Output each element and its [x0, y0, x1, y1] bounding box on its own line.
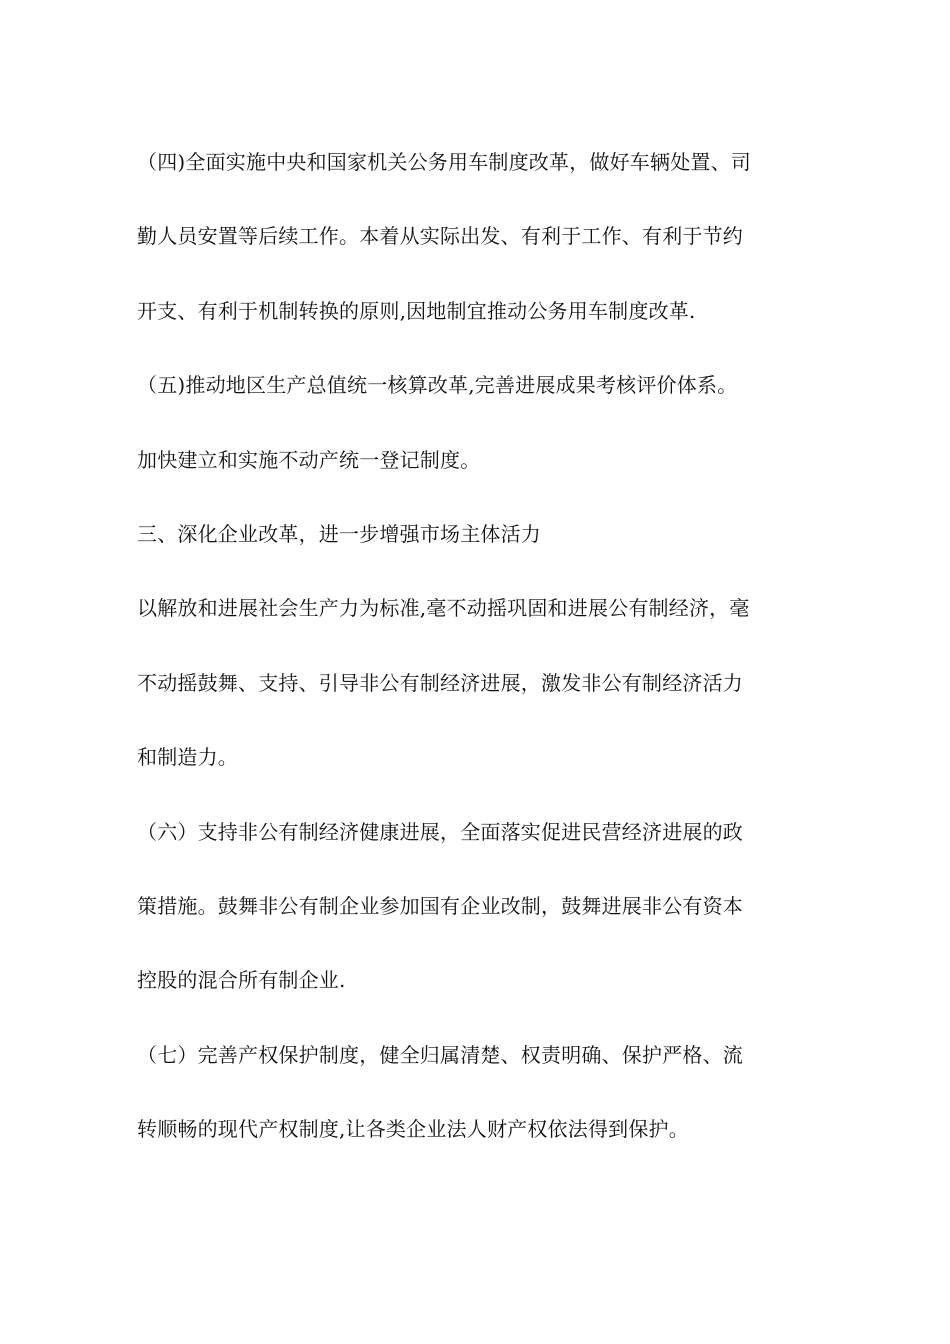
- intro-line-3: 和制造力。: [137, 745, 238, 769]
- paragraph-6-line-3: 控股的混合所有制企业.: [137, 968, 346, 992]
- paragraph-4-line-3: 开支、有利于机制转换的原则,因地制宜推动公务用车制度改革.: [137, 299, 696, 323]
- paragraph-7-line-1: （七）完善产权保护制度，健全归属清楚、权责明确、保护严格、流: [137, 1043, 743, 1067]
- intro-line-2: 不动摇鼓舞、支持、引导非公有制经济进展，激发非公有制经济活力: [137, 671, 743, 695]
- paragraph-4-line-2: 勤人员安置等后续工作。本着从实际出发、有利于工作、有利于节约: [137, 224, 743, 248]
- paragraph-6-line-2: 策措施。鼓舞非公有制企业参加国有企业改制，鼓舞进展非公有资本: [137, 894, 743, 918]
- paragraph-5-line-2: 加快建立和实施不动产统一登记制度。: [137, 448, 481, 472]
- paragraph-5-line-1: （五)推动地区生产总值统一核算改革,完善进展成果考核评价体系。: [137, 373, 738, 397]
- section-heading: 三、深化企业改革，进一步增强市场主体活力: [137, 522, 541, 546]
- paragraph-4-line-1: （四)全面实施中央和国家机关公务用车制度改革，做好车辆处置、司: [137, 150, 752, 174]
- intro-line-1: 以解放和进展社会生产力为标准,毫不动摇巩固和进展公有制经济，毫: [137, 596, 750, 620]
- paragraph-7-line-2: 转顺畅的现代产权制度,让各类企业法人财产权依法得到保护。: [137, 1117, 689, 1141]
- paragraph-6-line-1: （六）支持非公有制经济健康进展，全面落实促进民营经济进展的政: [137, 820, 743, 844]
